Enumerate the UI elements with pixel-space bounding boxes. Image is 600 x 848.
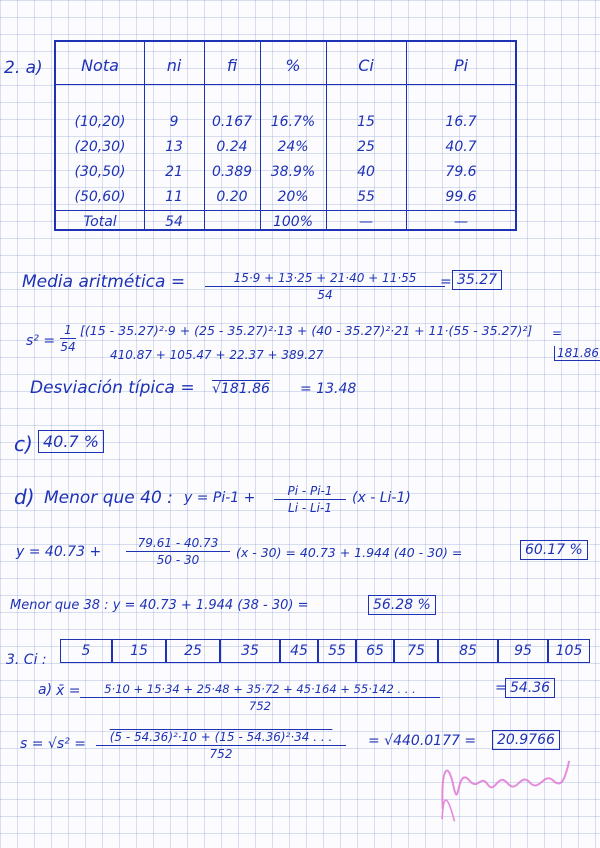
table-cell: 40 — [357, 164, 375, 180]
ci-cell: 35 — [220, 639, 280, 663]
header-nota: Nota — [81, 56, 119, 75]
header-pi: Pi — [453, 56, 469, 75]
ci-cell: 55 — [318, 639, 356, 663]
media-fraction — [205, 271, 445, 302]
table-cell: 79.6 — [445, 164, 477, 180]
header-percent: % — [285, 56, 301, 75]
desviacion-result: = 13.48 — [300, 381, 357, 397]
ci-cell: 5 — [60, 639, 112, 663]
table-cell: 38.9% — [270, 164, 316, 180]
table-cell: 24% — [277, 139, 309, 155]
d-formula-rhs: (x - Li-1) — [352, 490, 411, 506]
header-fi: fi — [226, 56, 238, 75]
s2-result: 181.86 — [554, 346, 600, 361]
table-cell: 21 — [165, 164, 183, 180]
section-3-label: 3. Ci : — [6, 652, 47, 668]
d-menor40: Menor que 40 : — [44, 488, 173, 508]
table-cell: 9 — [169, 114, 179, 130]
table-cell: (30,50) — [74, 164, 126, 180]
s2-expression: [(15 - 35.27)²·9 + (25 - 35.27)²·13 + (40 - 35.27)²·21 + 11·(55 - 35.27)²] — [80, 323, 533, 338]
table-cell: 0.167 — [211, 114, 253, 130]
ci-cell: 25 — [166, 639, 220, 663]
table-cell: (10,20) — [74, 114, 126, 130]
table-cell: 20% — [277, 189, 309, 205]
d-line2-rhs: (x - 30) = 40.73 + 1.944 (40 - 30) = — [236, 545, 463, 560]
3a-label: a) — [38, 682, 53, 698]
d-menor38: Menor que 38 : y = 40.73 + 1.944 (38 - 30) = — [10, 598, 309, 613]
total-ci: — — [359, 214, 373, 230]
total-percent: 100% — [272, 214, 314, 230]
total-pi: — — [454, 214, 468, 230]
table-cell: (50,60) — [74, 189, 126, 205]
ci-cell: 85 — [438, 639, 498, 663]
total-label: Total — [83, 214, 117, 230]
xbar-lhs: x̄ = — [56, 683, 81, 699]
media-label: Media aritmética = — [22, 272, 186, 292]
section-2a-label: 2. a) — [4, 58, 43, 78]
s-result: 20.9766 — [492, 730, 560, 750]
d-label: d) — [14, 485, 35, 509]
s2-lhs: s² = — [26, 333, 56, 349]
s2-subtotals: 410.87 + 105.47 + 22.37 + 389.27 — [110, 348, 324, 362]
c-label: c) — [14, 432, 33, 456]
table-cell: 0.24 — [216, 139, 248, 155]
header-ci: Ci — [358, 56, 374, 75]
table-cell: 15 — [357, 114, 375, 130]
table-cell: 99.6 — [445, 189, 477, 205]
ci-cell: 15 — [112, 639, 166, 663]
ci-cell: 95 — [498, 639, 548, 663]
s-lhs: s = √s² = — [20, 736, 86, 752]
frequency-table — [54, 40, 517, 231]
table-cell: 16.7 — [445, 114, 477, 130]
d-line2-fraction: 79.61 - 40.73 50 - 30 — [126, 536, 230, 567]
s-fraction: (5 - 54.36)²·10 + (15 - 54.36)²·34 . . . 752 — [96, 730, 346, 761]
total-ni: 54 — [165, 214, 183, 230]
d-line2-lhs: y = 40.73 + — [16, 544, 102, 560]
table-cell: 11 — [165, 189, 183, 205]
s-mid: = √440.0177 = — [368, 733, 477, 749]
table-cell: 40.7 — [445, 139, 477, 155]
xbar-fraction: 5·10 + 15·34 + 25·48 + 35·72 + 45·164 + 55·142 . . . 752 — [80, 682, 440, 713]
d-formula-lhs: y = Pi-1 + — [184, 490, 256, 506]
media-numerator: 15·9 + 13·25 + 21·40 + 11·55 — [233, 271, 417, 285]
ci-table — [60, 639, 596, 665]
d-line2-result: 60.17 % — [520, 540, 588, 560]
table-cell: (20,30) — [74, 139, 126, 155]
desviacion-label: Desviación típica = — [30, 378, 195, 398]
ci-cell: 75 — [394, 639, 438, 663]
table-cell: 13 — [165, 139, 183, 155]
xbar-result: 54.36 — [505, 678, 555, 698]
signature-image — [424, 730, 585, 841]
ci-cell: 45 — [280, 639, 318, 663]
table-cell: 0.389 — [211, 164, 253, 180]
table-cell: 25 — [357, 139, 375, 155]
d-formula-fraction: Pi - Pi-1 Li - Li-1 — [274, 484, 346, 515]
desviacion-sqrt: √181.86 — [212, 381, 270, 397]
table-cell: 55 — [357, 189, 375, 205]
media-result: 35.27 — [452, 270, 502, 290]
ci-cell: 105 — [548, 639, 590, 663]
c-result: 40.7 % — [38, 430, 104, 453]
ci-cell: 65 — [356, 639, 394, 663]
media-denominator: 54 — [317, 288, 333, 302]
d-menor38-result: 56.28 % — [368, 595, 436, 615]
table-cell: 16.7% — [270, 114, 316, 130]
table-cell: 0.20 — [216, 189, 248, 205]
header-ni: ni — [166, 56, 182, 75]
s2-fraction: 1 54 — [60, 323, 76, 354]
